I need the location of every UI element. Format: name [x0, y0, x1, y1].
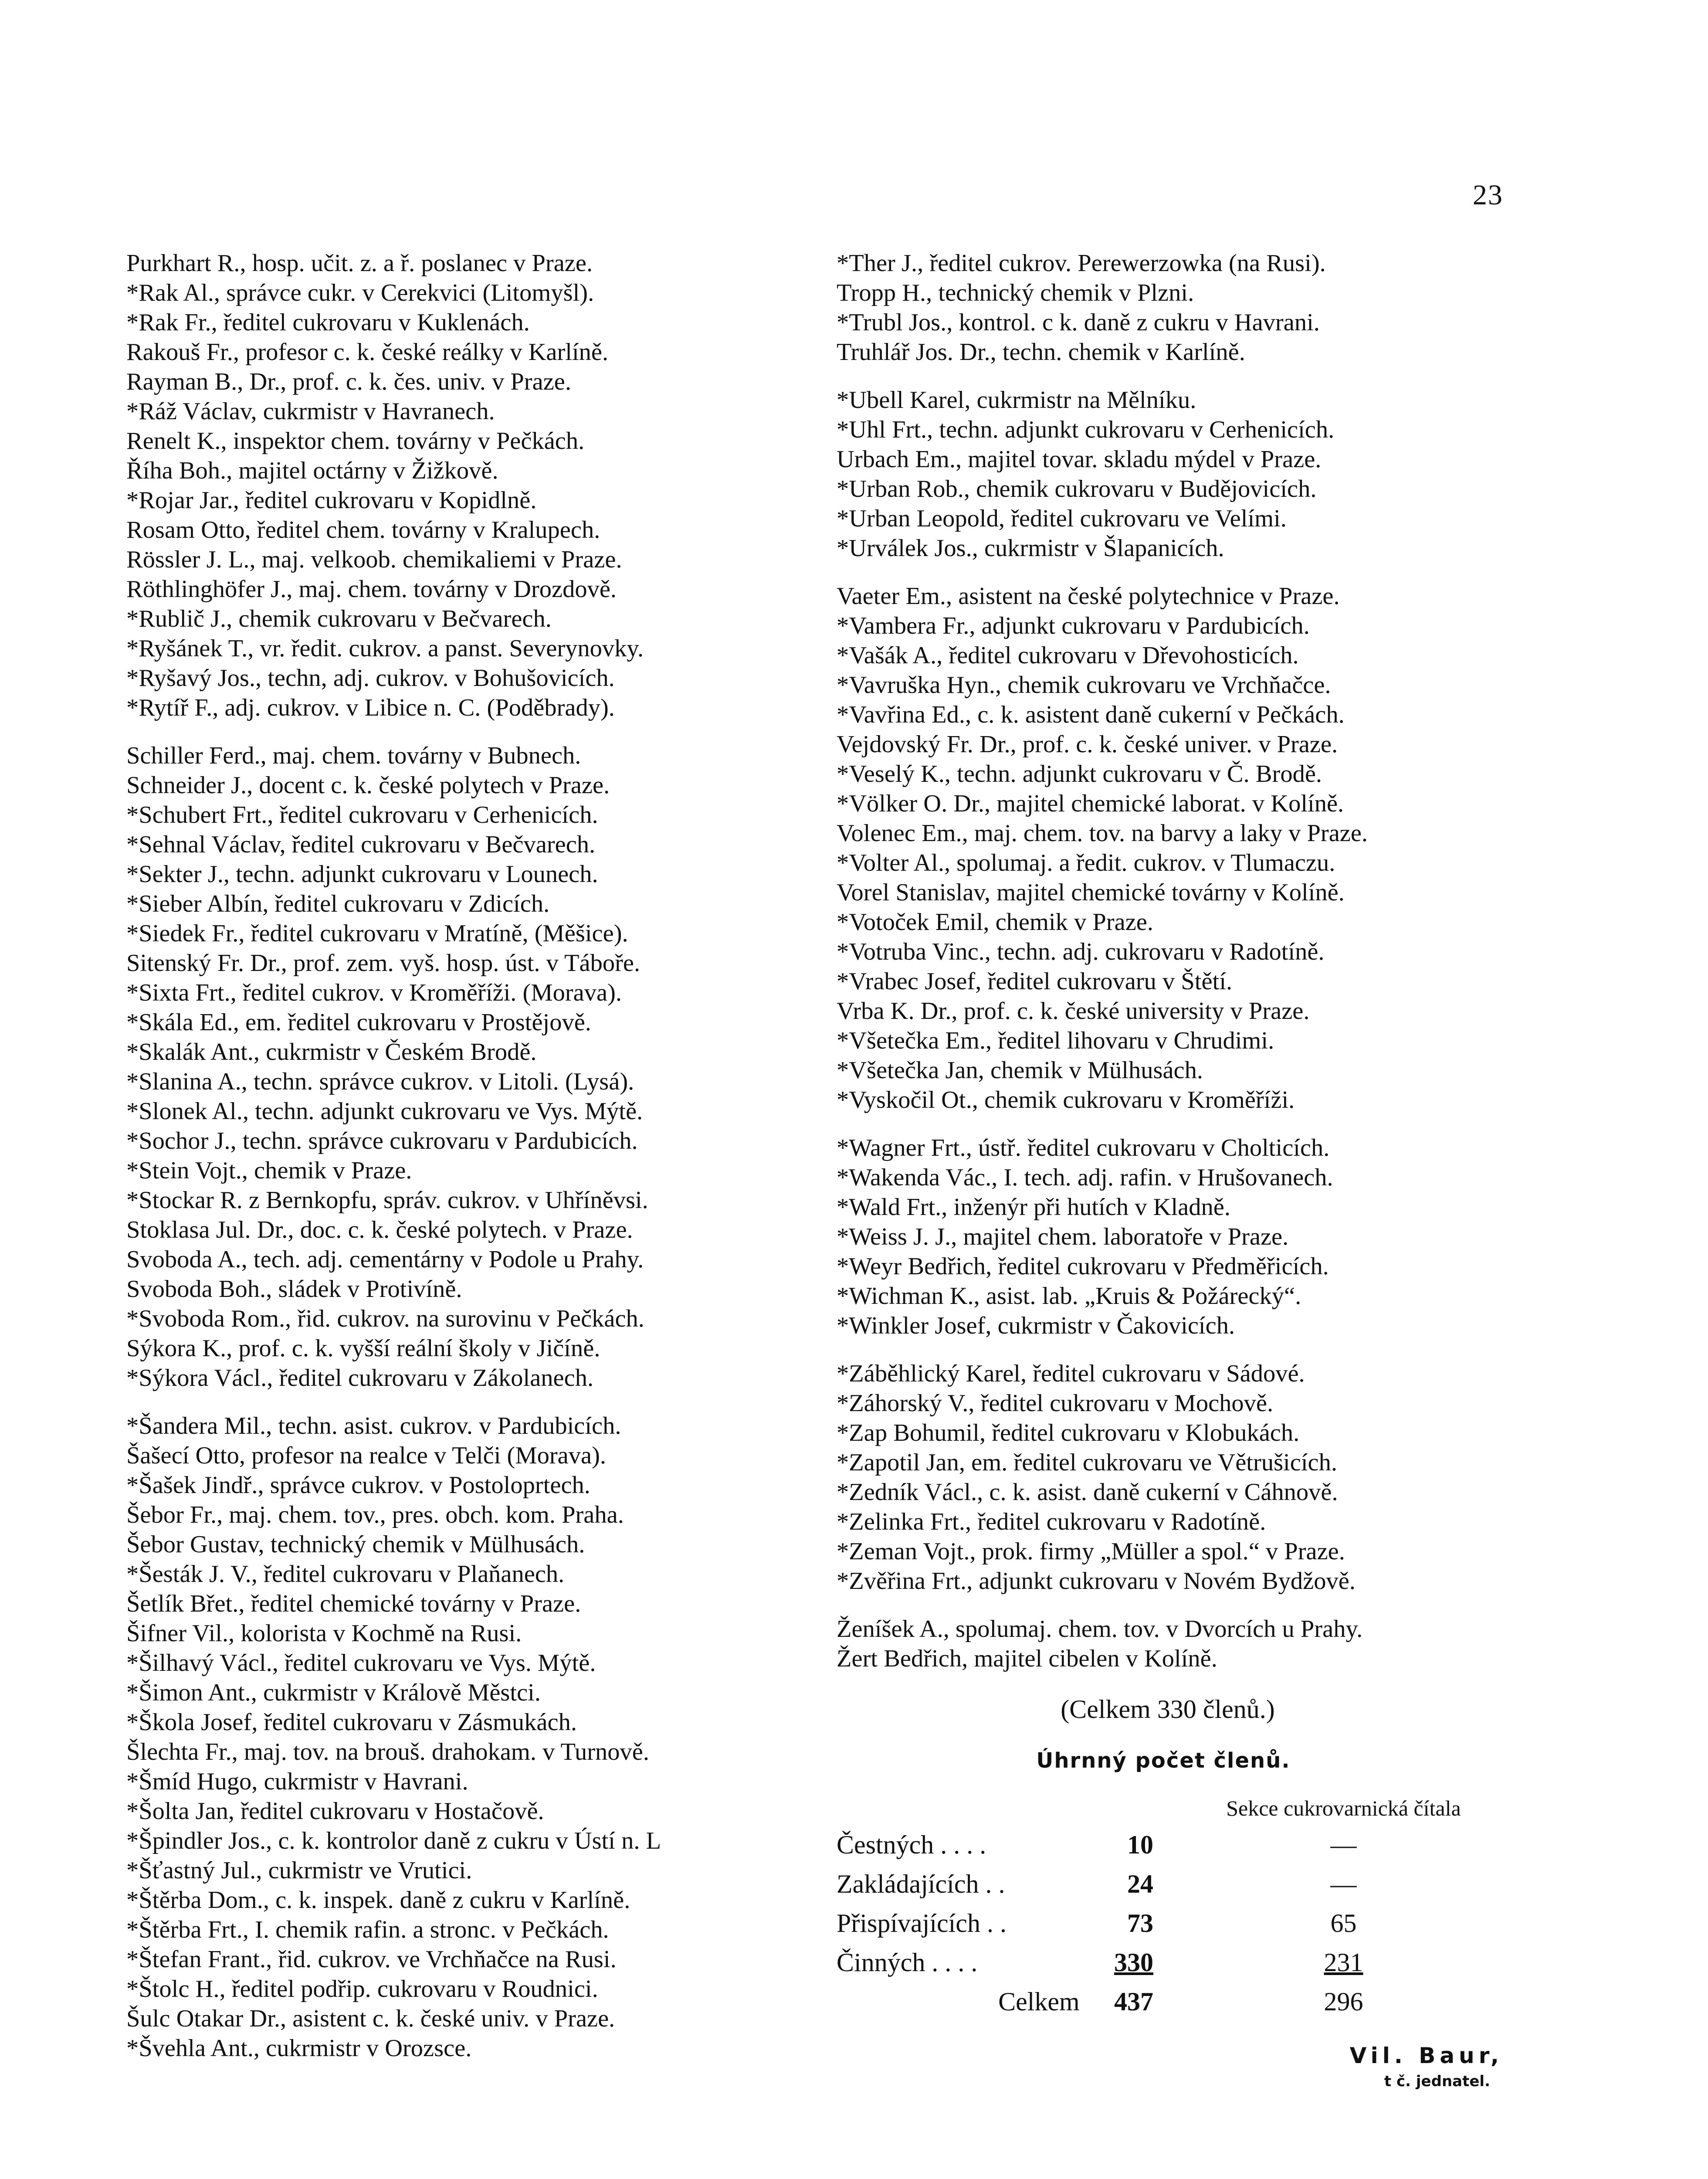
member-entry: *Rak Al., správce cukr. v Cerekvici (Litomyšl). — [126, 279, 594, 306]
stats-total-count: 437 — [1114, 1987, 1154, 2016]
member-entry: Šlechta Fr., maj. tov. na brouš. drahokam. v Turnově. — [126, 1738, 649, 1765]
member-entry: Svoboda Boh., sládek v Protivíně. — [126, 1276, 462, 1303]
member-entry: *Vambera Fr., adjunkt cukrovaru v Pardubicích. — [837, 612, 1310, 639]
stats-count: 10 — [1127, 1830, 1154, 1859]
stats-label: Činných . . . . — [837, 1948, 978, 1977]
stats-sekce: 231 — [1324, 1948, 1363, 1977]
member-entry: Tropp H., technický chemik v Plzni. — [837, 279, 1194, 306]
member-entry: *Winkler Josef, cukrmistr v Čakovicích. — [837, 1312, 1235, 1339]
stats-label: Zakládajících . . — [837, 1870, 1005, 1898]
stats-label: Přispívajících . . — [837, 1909, 1006, 1938]
member-entry: *Všetečka Em., ředitel lihovaru v Chrudimi. — [837, 1027, 1274, 1054]
member-entry: *Schubert Frt., ředitel cukrovaru v Cerhenicích. — [126, 801, 598, 828]
member-entry: *Zelinka Frt., ředitel cukrovaru v Radotíně. — [837, 1508, 1266, 1535]
left-column — [126, 248, 806, 2081]
member-entry: *Rublič J., chemik cukrovaru v Bečvarech. — [126, 605, 552, 632]
member-entry: Purkhart R., hosp. učit. z. a ř. poslanec v Praze. — [126, 250, 593, 277]
member-entry: *Štěrba Frt., I. chemik rafin. a stronc. v Pečkách. — [126, 1916, 609, 1943]
member-entry: Schneider J., docent c. k. české polytech v Praze. — [126, 772, 610, 799]
member-entry: Vrba K. Dr., prof. c. k. české university v Praze. — [837, 998, 1310, 1025]
member-entry: *Veselý K., techn. adjunkt cukrovaru v Č. Brodě. — [837, 760, 1322, 787]
member-entry: *Uhl Frt., techn. adjunkt cukrovaru v Cerhenicích. — [837, 416, 1335, 443]
member-entry: *Siedek Fr., ředitel cukrovaru v Mratíně, (Měšice). — [126, 920, 628, 947]
member-entry: Stoklasa Jul. Dr., doc. c. k. české polytech. v Praze. — [126, 1216, 633, 1243]
member-entry: *Všetečka Jan, chemik v Mülhusách. — [837, 1057, 1203, 1084]
member-entry: *Vrabec Josef, ředitel cukrovaru v Štětí. — [837, 968, 1233, 995]
member-entry: Vorel Stanislav, majitel chemické továrny v Kolíně. — [837, 879, 1345, 906]
member-entry: Šašecí Otto, profesor na realce v Telči (Morava). — [126, 1442, 607, 1469]
member-entry: *Skalák Ant., cukrmistr v Českém Brodě. — [126, 1039, 537, 1066]
stats-total-row — [837, 1978, 1534, 2017]
member-entry: *Špindler Jos., c. k. kontrolor daně z cukru v Ústí n. L — [126, 1827, 661, 1854]
member-entry: Urbach Em., majitel tovar. skladu mýdel v Praze. — [837, 446, 1322, 473]
member-entry: Ženíšek A., spolumaj. chem. tov. v Dvorcích u Prahy. — [837, 1616, 1363, 1643]
page-number: 23 — [1473, 179, 1503, 211]
member-entry: *Wakenda Vác., I. tech. adj. rafin. v Hrušovanech. — [837, 1164, 1333, 1191]
member-entry: *Zvěřina Frt., adjunkt cukrovaru v Novém Bydžově. — [837, 1568, 1356, 1595]
member-entry: *Urban Rob., chemik cukrovaru v Budějovicích. — [837, 475, 1317, 502]
member-entry: *Urban Leopold, ředitel cukrovaru ve Velími. — [837, 505, 1287, 532]
member-entry: Šebor Gustav, technický chemik v Mülhusách. — [126, 1531, 585, 1558]
stats-count: 73 — [1127, 1909, 1154, 1938]
signature-name: Vil. Baur, — [1349, 2043, 1503, 2068]
right-column — [837, 248, 1534, 2090]
member-entry: *Vavřina Ed., c. k. asistent daně cukerní v Pečkách. — [837, 701, 1345, 728]
member-entry: *Völker O. Dr., majitel chemické laborat. v Kolíně. — [837, 790, 1344, 817]
stats-heading: Úhrnný počet členů. — [1036, 1748, 1291, 1773]
member-group-sh — [126, 1411, 806, 2063]
stats-row — [837, 1899, 1534, 1938]
member-entry: Sitenský Fr. Dr., prof. zem. vyš. hosp. úst. v Táboře. — [126, 950, 640, 977]
stats-total-label: Celkem — [998, 1987, 1080, 2016]
member-entry: *Urválek Jos., cukrmistr v Šlapanicích. — [837, 535, 1224, 562]
member-entry: Žert Bedřich, majitel cibelen v Kolíně. — [837, 1645, 1217, 1672]
member-entry: Šetlík Břet., ředitel chemické továrny v Praze. — [126, 1590, 581, 1617]
member-entry: *Zapotil Jan, em. ředitel cukrovaru ve Větrušicích. — [837, 1449, 1337, 1476]
member-entry: *Rytíř F., adj. cukrov. v Libice n. C. (Poděbrady). — [126, 694, 615, 721]
member-entry: *Zedník Václ., c. k. asist. daně cukerní v Cáhnově. — [837, 1479, 1338, 1506]
member-entry: Vejdovský Fr. Dr., prof. c. k. české univer. v Praze. — [837, 731, 1338, 758]
member-entry: *Šmíd Hugo, cukrmistr v Havrani. — [126, 1768, 468, 1795]
sekce-header: Sekce cukrovarnická čítala — [1226, 1796, 1461, 1820]
member-group-v — [837, 581, 1534, 1115]
member-entry: *Zeman Vojt., prok. firmy „Müller a spol.“ v Praze. — [837, 1538, 1345, 1565]
member-entry: *Sochor J., techn. správce cukrovaru v Pardubicích. — [126, 1127, 638, 1154]
member-entry: Schiller Ferd., maj. chem. továrny v Bubnech. — [126, 742, 581, 769]
member-entry: *Skála Ed., em. ředitel cukrovaru v Prostějově. — [126, 1009, 591, 1036]
member-entry: *Weyr Bedřich, ředitel cukrovaru v Předměřicích. — [837, 1253, 1329, 1280]
member-entry: Röthlinghöfer J., maj. chem. továrny v Drozdově. — [126, 576, 617, 603]
stats-count: 24 — [1127, 1870, 1154, 1898]
member-entry: Šebor Fr., maj. chem. tov., pres. obch. kom. Praha. — [126, 1501, 624, 1528]
member-entry: *Švehla Ant., cukrmistr v Orozsce. — [126, 2035, 472, 2062]
stats-header-row — [837, 1790, 1534, 1821]
member-entry: Svoboda A., tech. adj. cementárny v Podole u Prahy. — [126, 1246, 644, 1273]
member-entry: *Sehnal Václav, ředitel cukrovaru v Bečvarech. — [126, 831, 596, 858]
stats-row — [837, 1938, 1534, 1978]
member-entry: Renelt K., inspektor chem. továrny v Pečkách. — [126, 428, 585, 455]
member-entry: *Záběhlický Karel, ředitel cukrovaru v Sádové. — [837, 1360, 1305, 1387]
signature-block — [837, 2043, 1534, 2090]
member-entry: *Šandera Mil., techn. asist. cukrov. v Pardubicích. — [126, 1412, 621, 1439]
member-entry: *Vyskočil Ot., chemik cukrovaru v Kroměříži. — [837, 1086, 1295, 1113]
member-group-z — [837, 1359, 1534, 1596]
member-entry: Volenec Em., maj. chem. tov. na barvy a laky v Praze. — [837, 820, 1368, 847]
member-entry: *Šesták J. V., ředitel cukrovaru v Plaňanech. — [126, 1561, 565, 1588]
signature-title: t č. jednatel. — [1384, 2073, 1490, 2090]
member-entry: *Sekter J., techn. adjunkt cukrovaru v Lounech. — [126, 861, 598, 888]
member-entry: *Štěrba Dom., c. k. inspek. daně z cukru v Karlíně. — [126, 1887, 630, 1914]
stats-sekce: — — [1330, 1870, 1357, 1898]
member-entry: *Šťastný Jul., cukrmistr ve Vrutici. — [126, 1857, 472, 1884]
member-group-u — [837, 385, 1534, 563]
member-group-t — [837, 248, 1534, 367]
member-entry: Rössler J. L., maj. velkoob. chemikaliemi v Praze. — [126, 546, 622, 573]
stats-row — [837, 1821, 1534, 1860]
member-entry: *Sieber Albín, ředitel cukrovaru v Zdicích. — [126, 890, 550, 917]
member-entry: *Sýkora Václ., ředitel cukrovaru v Zákolanech. — [126, 1364, 594, 1392]
member-group-r — [126, 248, 806, 723]
member-entry: Sýkora K., prof. c. k. vyšší reální školy v Jičíně. — [126, 1335, 600, 1362]
member-group-zh — [837, 1614, 1534, 1673]
member-entry: *Šolta Jan, ředitel cukrovaru v Hostačově. — [126, 1798, 544, 1825]
stats-sekce: 65 — [1330, 1909, 1357, 1938]
member-entry: *Ubell Karel, cukrmistr na Mělníku. — [837, 387, 1196, 414]
member-entry: *Wichman K., asist. lab. „Kruis & Požárecký“. — [837, 1283, 1301, 1310]
member-entry: *Votoček Emil, chemik v Praze. — [837, 909, 1153, 936]
member-entry: *Volter Al., spolumaj. a ředit. cukrov. v Tlumaczu. — [837, 849, 1335, 876]
member-entry: *Šilhavý Václ., ředitel cukrovaru ve Vys. Mýtě. — [126, 1650, 596, 1677]
member-entry: *Wagner Frt., ústř. ředitel cukrovaru v Cholticích. — [837, 1134, 1330, 1161]
member-entry: *Slonek Al., techn. adjunkt cukrovaru ve Vys. Mýtě. — [126, 1098, 643, 1125]
stats-sekce: — — [1330, 1830, 1357, 1859]
member-entry: *Zap Bohumil, ředitel cukrovaru v Klobukách. — [837, 1419, 1300, 1446]
member-entry: Truhlář Jos. Dr., techn. chemik v Karlíně. — [837, 339, 1245, 366]
member-entry: *Rak Fr., ředitel cukrovaru v Kuklenách. — [126, 309, 530, 336]
member-entry: *Vašák A., ředitel cukrovaru v Dřevohosticích. — [837, 642, 1299, 669]
member-entry: *Votruba Vinc., techn. adj. cukrovaru v Radotíně. — [837, 938, 1325, 965]
member-entry: *Rojar Jar., ředitel cukrovaru v Kopidlně. — [126, 487, 537, 514]
member-entry: *Ryšavý Jos., techn, adj. cukrov. v Bohušovicích. — [126, 665, 615, 692]
stats-label: Čestných . . . . — [837, 1830, 986, 1859]
member-entry: *Wald Frt., inženýr při hutích v Kladně. — [837, 1194, 1230, 1221]
member-entry: *Vavruška Hyn., chemik cukrovaru ve Vrchňačce. — [837, 672, 1331, 699]
member-entry: Rosam Otto, ředitel chem. továrny v Kralupech. — [126, 516, 600, 543]
member-entry: *Šašek Jindř., správce cukrov. v Postoloprtech. — [126, 1472, 590, 1499]
member-entry: *Svoboda Rom., řid. cukrov. na surovinu v Pečkách. — [126, 1305, 644, 1332]
member-entry: *Trubl Jos., kontrol. c k. daně z cukru v Havrani. — [837, 309, 1320, 336]
member-group-s — [126, 741, 806, 1393]
member-entry: Vaeter Em., asistent na české polytechnice v Praze. — [837, 583, 1340, 610]
stats-row — [837, 1860, 1534, 1899]
member-entry: *Ráž Václav, cukrmistr v Havranech. — [126, 398, 495, 425]
member-entry: *Stein Vojt., chemik v Praze. — [126, 1157, 412, 1184]
member-entry: Říha Boh., majitel octárny v Žižkově. — [126, 457, 498, 484]
member-stats-table — [837, 1790, 1534, 2017]
stats-total-sekce: 296 — [1324, 1987, 1363, 2016]
stats-count: 330 — [1114, 1948, 1154, 1977]
member-entry: Rayman B., Dr., prof. c. k. čes. univ. v Praze. — [126, 368, 571, 395]
member-entry: Rakouš Fr., profesor c. k. české reálky v Karlíně. — [126, 339, 609, 366]
member-entry: Šifner Vil., kolorista v Kochmě na Rusi. — [126, 1620, 522, 1647]
member-entry: *Stockar R. z Bernkopfu, správ. cukrov. v Uhříněvsi. — [126, 1187, 648, 1214]
member-entry: *Záhorský V., ředitel cukrovaru v Mochově. — [837, 1390, 1274, 1417]
total-members-note: (Celkem 330 členů.) — [1061, 1695, 1275, 1724]
member-entry: *Štefan Frant., řid. cukrov. ve Vrchňačce na Rusi. — [126, 1946, 617, 1973]
member-entry: *Sixta Frt., ředitel cukrov. v Kroměříži. (Morava). — [126, 979, 622, 1006]
member-entry: *Weiss J. J., majitel chem. laboratoře v Praze. — [837, 1223, 1289, 1250]
member-entry: *Ther J., ředitel cukrov. Perewerzowka (na Rusi). — [837, 250, 1326, 277]
member-entry: *Ryšánek T., vr. ředit. cukrov. a panst. Severynovky. — [126, 635, 644, 662]
member-entry: *Šimon Ant., cukrmistr v Králově Městci. — [126, 1679, 541, 1706]
member-entry: *Štolc H., ředitel podřip. cukrovaru v Roudnici. — [126, 1975, 598, 2003]
member-entry: Šulc Otakar Dr., asistent c. k. české univ. v Praze. — [126, 2005, 615, 2032]
member-entry: *Škola Josef, ředitel cukrovaru v Zásmukách. — [126, 1709, 577, 1736]
member-entry: *Slanina A., techn. správce cukrov. v Litoli. (Lysá). — [126, 1068, 634, 1095]
member-group-w — [837, 1133, 1534, 1341]
